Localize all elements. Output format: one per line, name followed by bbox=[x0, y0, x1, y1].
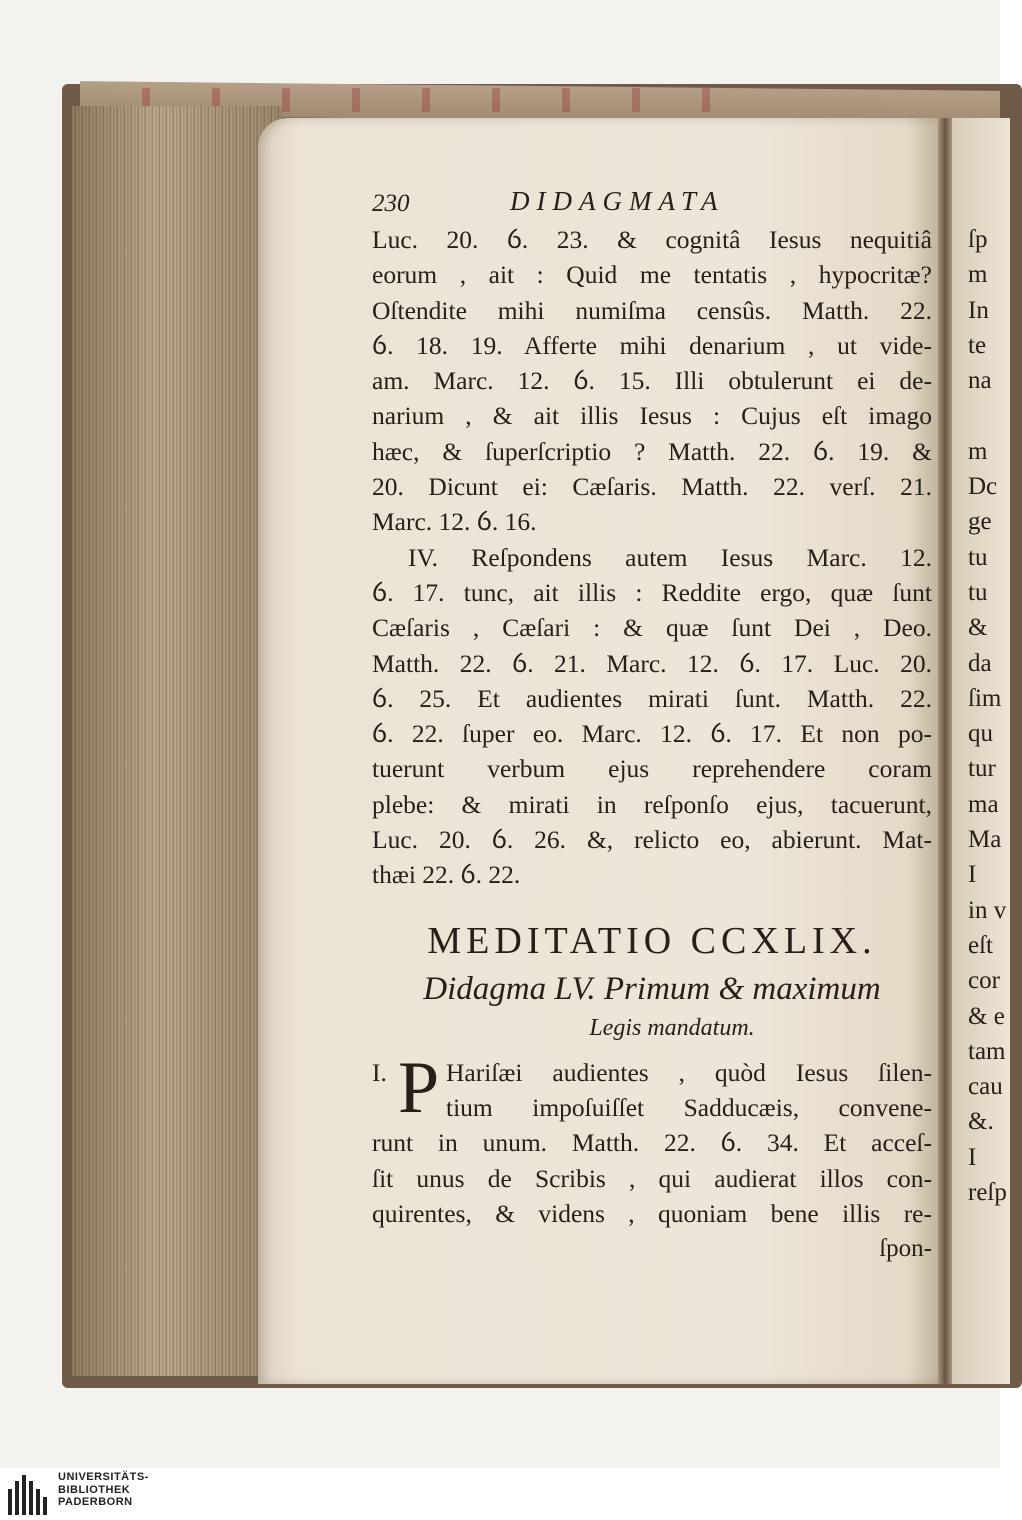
logo-line: PADERBORN bbox=[58, 1496, 133, 1508]
text-line: runt in unum. Matth. 22. ỽ. 34. Et acceſ- bbox=[372, 1128, 932, 1158]
facing-page-fragment: I bbox=[968, 1143, 977, 1171]
running-head bbox=[372, 186, 932, 222]
logo-line: UNIVERSITÄTS- bbox=[58, 1471, 149, 1483]
text-line: Matth. 22. ỽ. 21. Marc. 12. ỽ. 17. Luc. 20. bbox=[372, 648, 932, 678]
facing-page-fragment: m bbox=[968, 261, 988, 289]
facing-page-fragment: & bbox=[968, 614, 988, 642]
facing-page-fragment: da bbox=[968, 649, 992, 677]
text-line: eorum , ait : Quid me tentatis , hypocritæ? bbox=[372, 260, 932, 290]
text-line: ỽ. 22. ſuper eo. Marc. 12. ỽ. 17. Et non po- bbox=[372, 719, 932, 749]
facing-page-fragment: m bbox=[968, 437, 988, 465]
library-logo-text bbox=[58, 1471, 149, 1509]
text-line: am. Marc. 12. ỽ. 15. Illi obtulerunt ei de- bbox=[372, 366, 932, 396]
facing-page-fragment: cau bbox=[968, 1073, 1003, 1101]
text-line: Cæſaris , Cæſari : & quæ ſunt Dei , Deo. bbox=[372, 613, 932, 643]
facing-page-fragment: tur bbox=[968, 755, 996, 783]
facing-page-fragment: I bbox=[968, 861, 977, 889]
text-line: plebe: & mirati in reſponſo ejus, tacuerunt, bbox=[372, 789, 932, 819]
text-line: ỽ. 18. 19. Afferte mihi denarium , ut vide- bbox=[372, 330, 932, 360]
facing-page-fragment bbox=[968, 398, 1008, 433]
text-line: ỽ. 25. Et audientes mirati ſunt. Matth. 22. bbox=[372, 683, 932, 713]
text-line: ſit unus de Scribis , qui audierat illos con- bbox=[372, 1163, 932, 1193]
facing-page-fragment: in v bbox=[968, 896, 1007, 924]
facing-page-fragment: tu bbox=[968, 578, 988, 606]
page-stack-shadow bbox=[72, 106, 282, 1376]
facing-page-fragment: cor bbox=[968, 967, 1000, 995]
paragraph-i bbox=[372, 1046, 932, 1231]
facing-page-fragment: te bbox=[968, 331, 987, 359]
facing-page-fragment: ge bbox=[968, 508, 992, 536]
footer-bar bbox=[0, 1468, 1000, 1520]
text-line: IV. Reſpondens autem Iesus Marc. 12. bbox=[408, 542, 932, 572]
text-line: ỽ. 17. tunc, ait illis : Reddite ergo, quæ ſunt bbox=[372, 577, 932, 607]
text-line: Luc. 20. ỽ. 26. &, relicto eo, abierunt. Mat- bbox=[372, 825, 932, 855]
catchword: ſpon- bbox=[879, 1235, 932, 1263]
facing-page-fragment: reſp bbox=[968, 1179, 1007, 1207]
facing-page-fragment: qu bbox=[968, 720, 993, 748]
text-line: Luc. 20. ỽ. 23. & cognitâ Iesus nequitiâ bbox=[372, 225, 932, 254]
meditatio-heading: MEDITATIO CCXLIX. bbox=[427, 919, 877, 962]
paragraph-numeral: I. bbox=[372, 1057, 387, 1087]
facing-page-fragment: ſim bbox=[968, 684, 1002, 712]
facing-page-fragment: tu bbox=[968, 543, 988, 571]
facing-page-text bbox=[968, 222, 1008, 1210]
text-line: tuerunt verbum ejus reprehendere coram bbox=[372, 754, 932, 784]
facing-page-fragment: Ma bbox=[968, 826, 1002, 854]
logo-line: BIBLIOTHEK bbox=[58, 1483, 131, 1496]
didagma-subtitle: Legis mandatum. bbox=[589, 1014, 755, 1041]
text-line: Oſtendite mihi numiſma censûs. Matth. 22. bbox=[372, 295, 932, 325]
text-line: tium impoſuiſſet Sadducæis, convene- bbox=[446, 1092, 932, 1122]
facing-page-fragment: eſt bbox=[968, 931, 993, 959]
drop-cap: P bbox=[398, 1046, 440, 1129]
text-line: narium , & ait illis Iesus : Cujus eſt imago bbox=[372, 401, 932, 431]
page-text-block bbox=[372, 186, 932, 1266]
paragraph-1 bbox=[372, 222, 932, 540]
page-number: 230 bbox=[372, 190, 410, 217]
text-line: 20. Dicunt ei: Cæſaris. Matth. 22. verſ. 21. bbox=[372, 472, 932, 502]
didagma-title: Didagma LV. Primum & maximum bbox=[423, 970, 881, 1007]
text-line: Hariſæi audientes , quòd Iesus ſilen- bbox=[446, 1057, 932, 1087]
facing-page-fragment: & e bbox=[968, 1002, 1005, 1030]
text-line: Marc. 12. ỽ. 16. bbox=[372, 507, 537, 537]
facing-page-fragment: Dc bbox=[968, 473, 998, 501]
library-logo-icon bbox=[8, 1473, 48, 1515]
facing-page-fragment: In bbox=[968, 296, 989, 324]
facing-page-fragment: tam bbox=[968, 1037, 1006, 1065]
text-line: quirentes, & videns , quoniam bene illis re- bbox=[372, 1198, 932, 1228]
facing-page-fragment: ma bbox=[968, 790, 999, 818]
text-line: thæi 22. ỽ. 22. bbox=[372, 860, 521, 890]
facing-page-fragment: na bbox=[968, 367, 992, 395]
facing-page-fragment: ſp bbox=[968, 226, 988, 253]
book-gutter bbox=[938, 118, 952, 1384]
running-title: DIDAGMATA bbox=[510, 186, 725, 216]
facing-page-fragment: &. bbox=[968, 1108, 994, 1136]
text-line: hæc, & ſuperſcriptio ? Matth. 22. ỽ. 19. & bbox=[372, 436, 932, 466]
paragraph-iv bbox=[372, 540, 932, 893]
